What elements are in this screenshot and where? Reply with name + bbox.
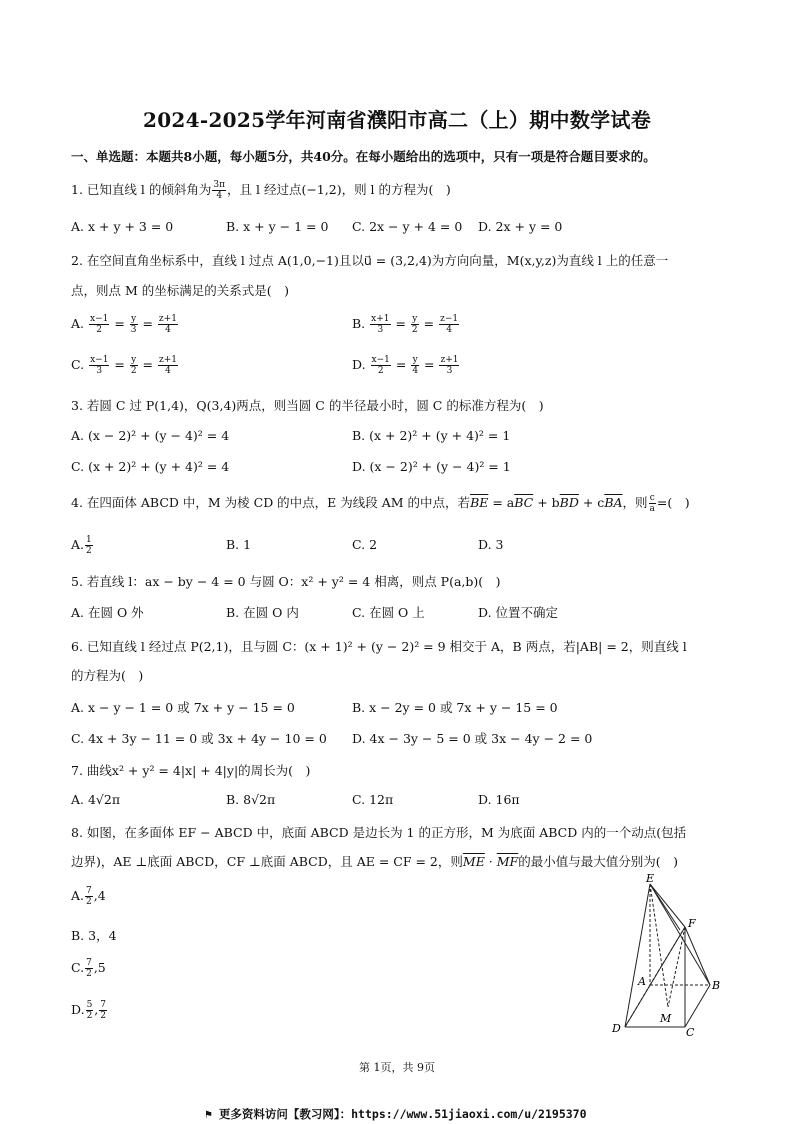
- page-footer: 第 1页，共 9页: [359, 1061, 435, 1074]
- q2-option-c[interactable]: C. $\frac{x-1}{3}$ = $\frac{y}{2}$ = $\frac{z+1}{4}$: [71, 355, 178, 376]
- question-3: 3. 若圆 C 过 P(1,4)，Q(3,4)两点，则当圆 C 的半径最小时，圆 C 的标准方程为( ): [71, 398, 544, 413]
- q4-option-d[interactable]: D. 3: [478, 537, 504, 552]
- vector-bd: $\overline{BD}$: [559, 495, 579, 510]
- question-8-line-2: 边界)，AE ⊥底面 ABCD，CF ⊥底面 ABCD，且 AE = CF = 2，则$\overline{ME} \cdot \overline{MF}$的最小值与最大值分别为( ): [71, 854, 678, 869]
- q7-option-d[interactable]: D. 16π: [478, 792, 520, 807]
- q5-option-c[interactable]: C. 在圆 O 上: [352, 605, 425, 620]
- question-5: 5. 若直线 l：ax − by − 4 = 0 与圆 O：x² + y² = 4 相离，则点 P(a,b)( ): [71, 574, 501, 589]
- q4-option-c[interactable]: C. 2: [352, 537, 378, 552]
- question-2-line-1: 2. 在空间直角坐标系中，直线 l 过点 A(1,0,−1)且以u⃗ = (3,2,4)为方向向量，M(x,y,z)为直线 l 上的任意一: [71, 253, 669, 268]
- q3-option-d[interactable]: D. (x − 2)² + (y − 4)² = 1: [352, 459, 511, 474]
- label-d: D: [612, 1022, 621, 1035]
- question-1-text-a: 1. 已知直线 l 的倾斜角为: [71, 182, 212, 197]
- section-heading: 一、单选题：本题共8小题，每小题5分，共40分。在每小题给出的选项中，只有一项是符合题目要求的。: [71, 149, 656, 164]
- q3-option-b[interactable]: B. (x + 2)² + (y + 4)² = 1: [352, 428, 511, 443]
- q5-option-a[interactable]: A. 在圆 O 外: [71, 605, 144, 620]
- q6-option-d[interactable]: D. 4x − 3y − 5 = 0 或 3x − 4y − 2 = 0: [352, 731, 593, 746]
- question-6-line-2: 的方程为( ): [71, 668, 144, 683]
- label-b: B: [712, 979, 721, 992]
- q4-option-b[interactable]: B. 1: [226, 537, 252, 552]
- flag-icon: ⚑: [205, 1107, 212, 1121]
- vector-be: $\overline{BE}$: [470, 495, 489, 510]
- promo-link[interactable]: [205, 1106, 587, 1122]
- q1-option-b[interactable]: B. x + y − 1 = 0: [226, 219, 329, 234]
- polyhedron-figure: [600, 872, 730, 1040]
- q4-option-a[interactable]: A. $\frac{1}{2}$: [71, 535, 92, 556]
- q1-option-c[interactable]: C. 2x − y + 4 = 0: [352, 219, 463, 234]
- q7-option-a[interactable]: A. 4√2π: [71, 792, 121, 807]
- q8-option-c[interactable]: C. $\frac{7}{2}$ ,5: [71, 958, 106, 979]
- label-e: E: [646, 872, 655, 885]
- q3-option-a[interactable]: A. (x − 2)² + (y − 4)² = 4: [71, 428, 230, 443]
- q5-option-b[interactable]: B. 在圆 O 内: [226, 605, 299, 620]
- q1-option-d[interactable]: D. 2x + y = 0: [478, 219, 563, 234]
- question-6-line-1: 6. 已知直线 l 经过点 P(2,1)，且与圆 C：(x + 1)² + (y − 2)² = 9 相交于 A，B 两点，若|AB| = 2，则直线 l: [71, 639, 687, 654]
- question-1-fraction: $\frac{3\pi}{4}$: [213, 180, 226, 201]
- q6-option-c[interactable]: C. 4x + 3y − 11 = 0 或 3x + 4y − 10 = 0: [71, 731, 327, 746]
- q6-option-a[interactable]: A. x − y − 1 = 0 或 7x + y − 15 = 0: [71, 700, 295, 715]
- q3-option-c[interactable]: C. (x + 2)² + (y + 4)² = 4: [71, 459, 230, 474]
- q8-option-d[interactable]: D. $\frac{5}{2}$ , $\frac{7}{2}$: [71, 1000, 107, 1021]
- question-1-text-b: ，且 l 经过点(−1,2)，则 l 的方程为( ): [227, 182, 451, 197]
- question-1: [71, 180, 451, 201]
- question-4: 4. 在四面体 ABCD 中，M 为棱 CD 的中点，E 为线段 AM 的中点，若$\overline{BE} = a\overline{BC} + b\overline{BD} + c\overline{BA}$，则 $\frac{c}{a}$ =( ): [71, 493, 690, 514]
- vector-mf: $\overline{MF}$: [496, 854, 519, 869]
- vector-me: $\overline{ME}$: [462, 854, 485, 869]
- q2-option-a[interactable]: A. $\frac{x-1}{2}$ = $\frac{y}{3}$ = $\frac{z+1}{4}$: [71, 314, 177, 335]
- q8-option-a[interactable]: A. $\frac{7}{2}$ ,4: [71, 886, 106, 907]
- q1-option-a[interactable]: A. x + y + 3 = 0: [71, 219, 174, 234]
- question-8-line-1: 8. 如图，在多面体 EF − ABCD 中，底面 ABCD 是边长为 1 的正方形，M 为底面 ABCD 内的一个动点(包括: [71, 825, 687, 840]
- q8-option-b[interactable]: B. 3，4: [71, 928, 117, 943]
- page-title: 2024-2025学年河南省濮阳市高二（上）期中数学试卷: [142, 108, 652, 132]
- vector-bc: $\overline{BC}$: [514, 495, 534, 510]
- label-f: F: [688, 917, 696, 930]
- q2-option-d[interactable]: D. $\frac{x-1}{2}$ = $\frac{y}{4}$ = $\frac{z+1}{3}$: [352, 355, 459, 376]
- label-c: C: [686, 1026, 695, 1039]
- label-a: A: [638, 975, 646, 988]
- q6-option-b[interactable]: B. x − 2y = 0 或 7x + y − 15 = 0: [352, 700, 558, 715]
- q7-option-c[interactable]: C. 12π: [352, 792, 394, 807]
- q2-option-b[interactable]: B. $\frac{x+1}{3}$ = $\frac{y}{2}$ = $\frac{z-1}{4}$: [352, 314, 459, 335]
- vector-ba: $\overline{BA}$: [604, 495, 623, 510]
- q5-option-d[interactable]: D. 位置不确定: [478, 605, 559, 620]
- promo-text: 更多资料访问【教习网】：https://www.51jiaoxi.com/u/2195370: [218, 1107, 587, 1121]
- question-7: 7. 曲线x² + y² = 4|x| + 4|y|的周长为( ): [71, 763, 311, 778]
- label-m: M: [660, 1012, 672, 1025]
- question-2-line-2: 点，则点 M 的坐标满足的关系式是( ): [71, 283, 289, 298]
- q7-option-b[interactable]: B. 8√2π: [226, 792, 276, 807]
